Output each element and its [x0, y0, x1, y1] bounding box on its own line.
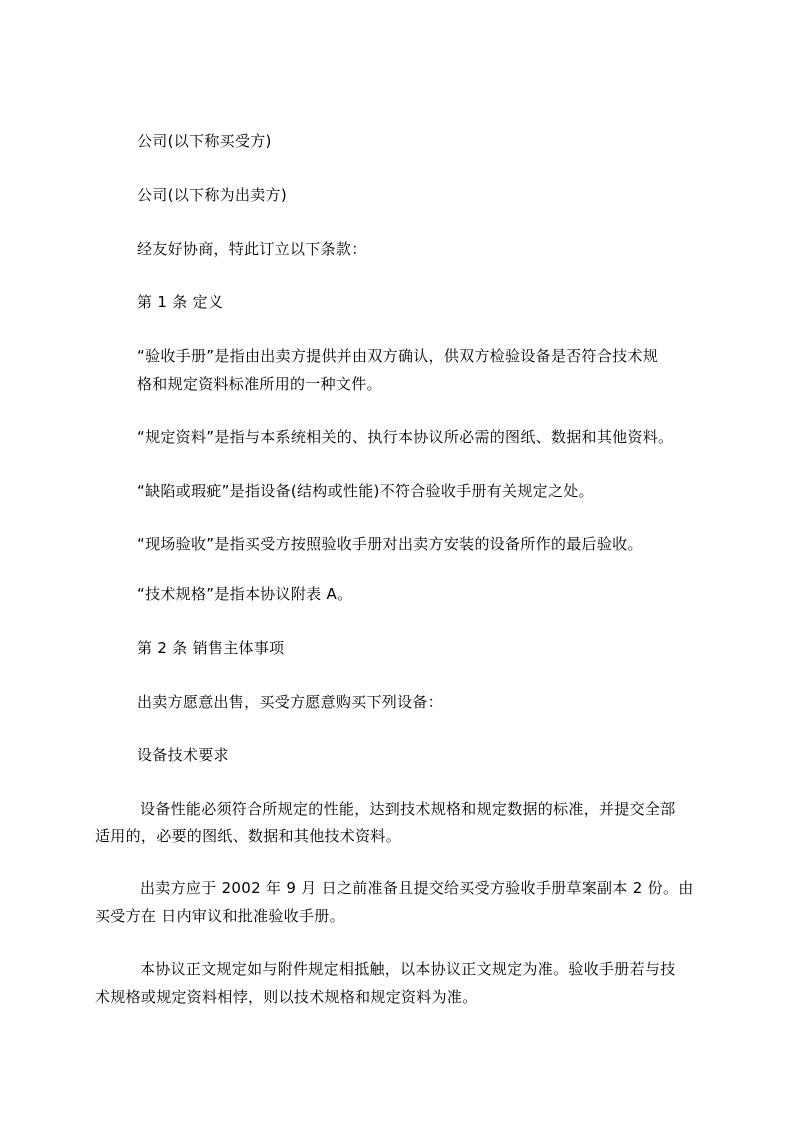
article-2-heading: 第 2 条 销售主体事项 [137, 639, 285, 657]
precedence-line-1: 本协议正文规定如与附件规定相抵触，以本协议正文规定为准。验收手册若与技 [140, 960, 676, 978]
buyer-line: 公司(以下称买受方) [137, 132, 272, 150]
definition-technical-spec-line: “技术规格”是指本协议附表 A。 [137, 585, 353, 603]
equipment-requirements-heading: 设备技术要求 [137, 746, 229, 764]
definition-defect-line: “缺陷或瑕疵”是指设备(结构或性能)不符合验收手册有关规定之处。 [137, 482, 594, 500]
definition-site-acceptance-line: “现场验收”是指买受方按照验收手册对出卖方安装的设备所作的最后验收。 [137, 535, 643, 553]
definition-specified-data-line: “规定资料”是指与本系统相关的、执行本协议所必需的图纸、数据和其他资料。 [137, 428, 674, 446]
sale-statement-line: 出卖方愿意出售，买受方愿意购买下列设备： [137, 693, 444, 711]
seller-line: 公司(以下称为出卖方) [137, 186, 288, 204]
definition-acceptance-manual-line-2: 格和规定资料标准所用的一种文件。 [137, 375, 382, 393]
definition-acceptance-manual-line-1: “验收手册”是指由出卖方提供并由双方确认，供双方检验设备是否符合技术规 [137, 347, 659, 365]
preamble-line: 经友好协商，特此订立以下条款： [137, 240, 367, 258]
manual-draft-line-2: 买受方在 日内审议和批准验收手册。 [95, 907, 345, 925]
equipment-performance-line-1: 设备性能必须符合所规定的性能，达到技术规格和规定数据的标准，并提交全部 [140, 800, 676, 818]
equipment-performance-line-2: 适用的，必要的图纸、数据和其他技术资料。 [95, 827, 402, 845]
article-1-heading: 第 1 条 定义 [137, 293, 224, 311]
precedence-line-2: 术规格或规定资料相悖，则以技术规格和规定资料为准。 [95, 988, 478, 1006]
manual-draft-line-1: 出卖方应于 2002 年 9 月 日之前准备且提交给买受方验收手册草案副本 2 份。由 [140, 879, 694, 897]
